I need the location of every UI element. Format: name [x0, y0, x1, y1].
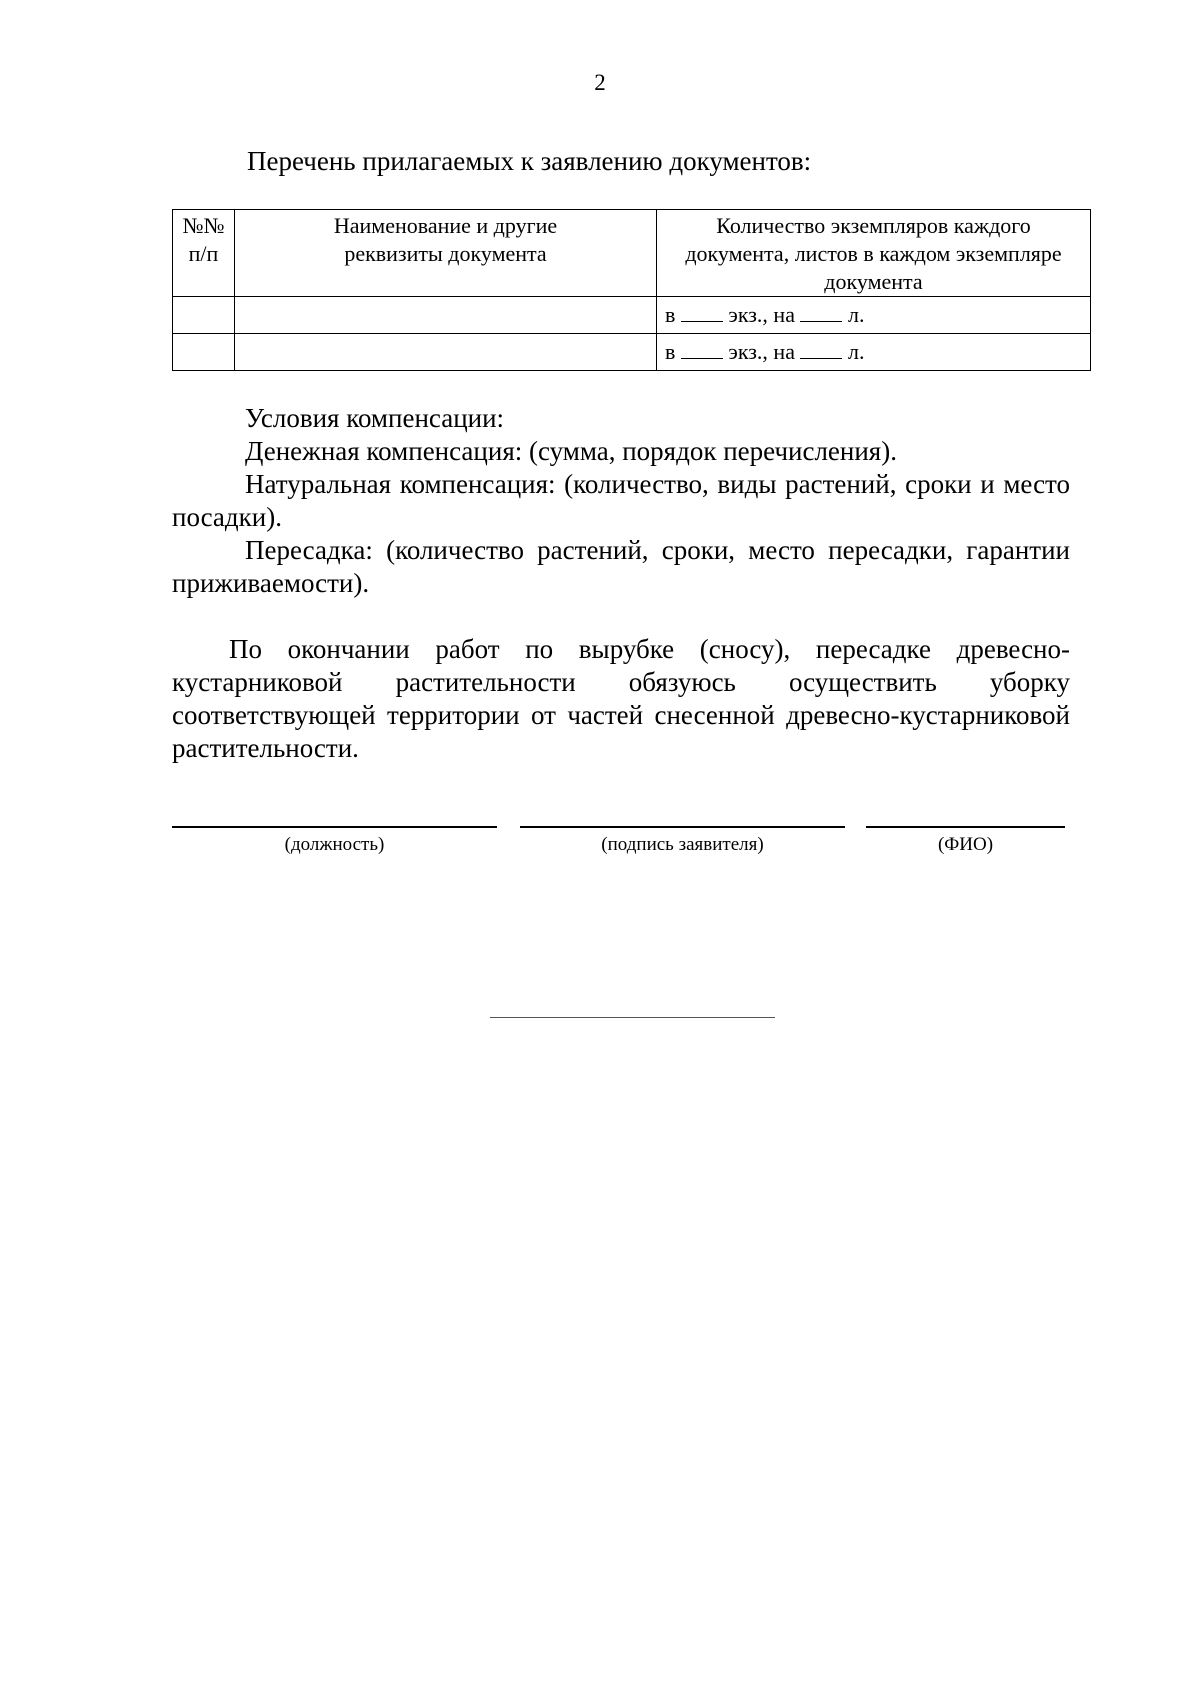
sheets-blank: [800, 303, 842, 322]
qty-suffix: л.: [847, 302, 865, 327]
end-divider: [490, 1017, 775, 1018]
natural-compensation: Натуральная компенсация: (количество, виды растений, сроки и место посадки).: [172, 469, 1070, 532]
table-header-row: [173, 210, 1091, 297]
row-name-cell: [235, 334, 657, 371]
compensation-conditions: [172, 402, 1070, 600]
qty-prefix: в: [665, 302, 676, 327]
qty-suffix: л.: [847, 339, 865, 364]
row-quantity-cell: [657, 334, 1091, 371]
column-header-name: Наименование и другие реквизиты документа: [235, 210, 657, 297]
qty-prefix: в: [665, 339, 676, 364]
position-line: [172, 826, 497, 828]
qty-mid: экз., на: [728, 339, 795, 364]
qty-mid: экз., на: [728, 302, 795, 327]
attachments-table: [172, 209, 1091, 371]
page-number: 2: [594, 70, 606, 95]
conditions-title: Условия компенсации:: [245, 403, 505, 433]
row-number-cell: [173, 334, 235, 371]
monetary-compensation: Денежная компенсация: (сумма, порядок перечисления).: [245, 436, 897, 466]
column-header-number: №№ п/п: [173, 210, 235, 297]
table-row: [173, 334, 1091, 371]
attachments-heading: Перечень прилагаемых к заявлению документов:: [247, 146, 812, 176]
position-label: (должность): [284, 834, 385, 855]
copies-blank: [681, 340, 723, 359]
copies-blank: [681, 303, 723, 322]
sheets-blank: [800, 340, 842, 359]
row-quantity-cell: [657, 297, 1091, 334]
signature-line: [520, 826, 845, 828]
name-line: [866, 826, 1065, 828]
table-row: [173, 297, 1091, 334]
transplant-conditions: Пересадка: (количество растений, сроки, место пересадки, гарантии приживаемости).: [172, 535, 1070, 598]
cleanup-obligation: [172, 633, 1070, 765]
name-label: (ФИО): [937, 834, 994, 855]
row-number-cell: [173, 297, 235, 334]
signature-label: (подпись заявителя): [601, 834, 764, 855]
obligation-text: По окончании работ по вырубке (сносу), пересадке древесно-кустарниковой растительности обязуюсь осуществить уборку соответствующей территории от частей снесенной древесно-кустарниковой растительности.: [172, 634, 1070, 763]
column-header-quantity: Количество экземпляров каждого документа, листов в каждом экземпляре документа: [657, 210, 1091, 297]
row-name-cell: [235, 297, 657, 334]
